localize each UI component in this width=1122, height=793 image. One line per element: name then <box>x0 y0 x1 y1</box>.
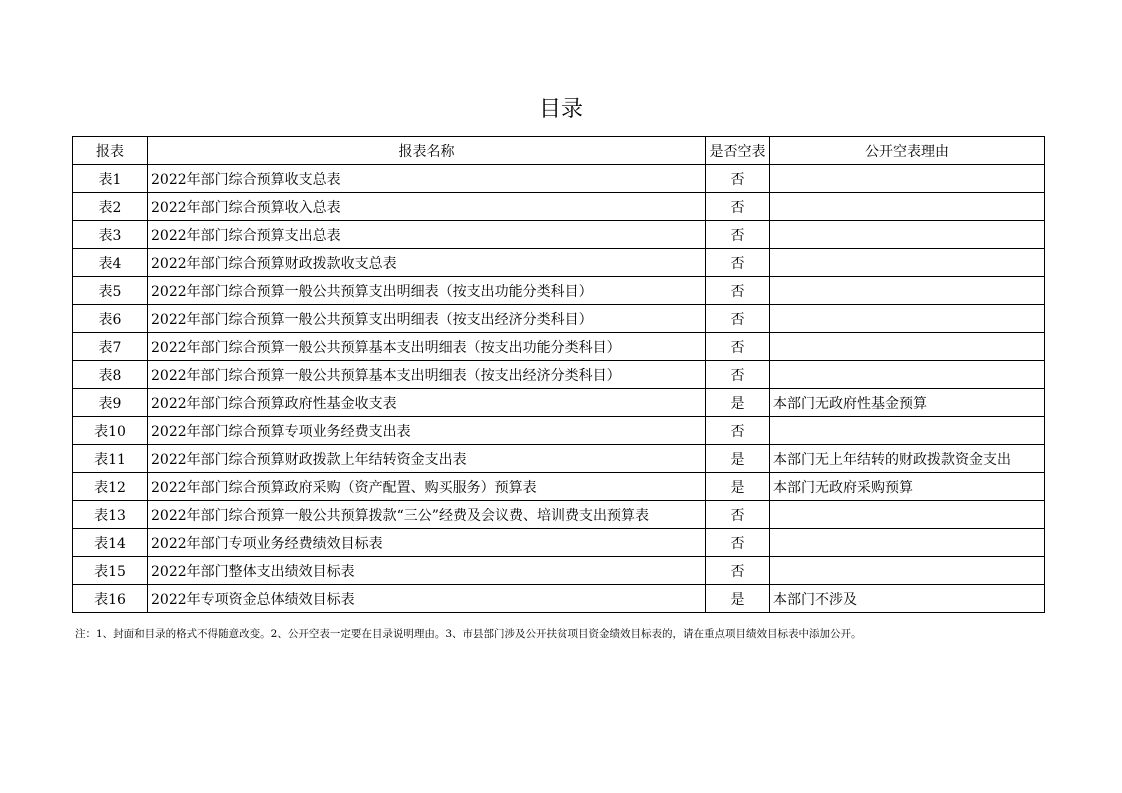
empty-reason-cell <box>770 417 1045 445</box>
report-name-cell: 2022年专项资金总体绩效目标表 <box>148 585 706 613</box>
report-name-cell: 2022年部门综合预算一般公共预算基本支出明细表（按支出经济分类科目） <box>148 361 706 389</box>
table-header-row <box>73 137 1045 165</box>
is-empty-cell: 否 <box>706 277 770 305</box>
report-name-cell: 2022年部门综合预算收支总表 <box>148 165 706 193</box>
report-number-cell: 表11 <box>73 445 148 473</box>
report-number-cell: 表4 <box>73 249 148 277</box>
empty-reason-cell <box>770 165 1045 193</box>
empty-reason-cell <box>770 557 1045 585</box>
report-name-cell: 2022年部门整体支出绩效目标表 <box>148 557 706 585</box>
report-name-cell: 2022年部门综合预算一般公共预算支出明细表（按支出功能分类科目） <box>148 277 706 305</box>
report-number-cell: 表7 <box>73 333 148 361</box>
report-number-cell: 表13 <box>73 501 148 529</box>
report-name-cell: 2022年部门综合预算一般公共预算拨款“三公”经费及会议费、培训费支出预算表 <box>148 501 706 529</box>
table-row <box>73 557 1045 585</box>
is-empty-cell: 否 <box>706 305 770 333</box>
is-empty-cell: 否 <box>706 417 770 445</box>
table-row <box>73 501 1045 529</box>
footnote: 注：1、封面和目录的格式不得随意改变。2、公开空表一定要在目录说明理由。3、市县部门涉及公开扶贫项目资金绩效目标表的，请在重点项目绩效目标表中添加公开。 <box>75 628 862 640</box>
header-is-empty: 是否空表 <box>706 137 770 165</box>
report-number-cell: 表14 <box>73 529 148 557</box>
empty-reason-cell <box>770 305 1045 333</box>
report-number-cell: 表5 <box>73 277 148 305</box>
empty-reason-cell <box>770 361 1045 389</box>
is-empty-cell: 是 <box>706 585 770 613</box>
is-empty-cell: 否 <box>706 361 770 389</box>
report-number-cell: 表3 <box>73 221 148 249</box>
report-number-cell: 表2 <box>73 193 148 221</box>
empty-reason-cell <box>770 277 1045 305</box>
empty-reason-cell: 本部门不涉及 <box>770 585 1045 613</box>
page-title: 目录 <box>538 97 583 122</box>
is-empty-cell: 否 <box>706 193 770 221</box>
report-name-cell: 2022年部门综合预算一般公共预算基本支出明细表（按支出功能分类科目） <box>148 333 706 361</box>
is-empty-cell: 是 <box>706 389 770 417</box>
empty-reason-cell <box>770 333 1045 361</box>
catalog-table <box>72 136 1045 613</box>
table-row <box>73 249 1045 277</box>
report-number-cell: 表1 <box>73 165 148 193</box>
report-name-cell: 2022年部门综合预算一般公共预算支出明细表（按支出经济分类科目） <box>148 305 706 333</box>
report-name-cell: 2022年部门综合预算政府采购（资产配置、购买服务）预算表 <box>148 473 706 501</box>
report-number-cell: 表10 <box>73 417 148 445</box>
empty-reason-cell <box>770 249 1045 277</box>
empty-reason-cell: 本部门无上年结转的财政拨款资金支出 <box>770 445 1045 473</box>
table-row <box>73 361 1045 389</box>
table-body <box>73 165 1045 613</box>
report-name-cell: 2022年部门专项业务经费绩效目标表 <box>148 529 706 557</box>
table-row <box>73 529 1045 557</box>
header-empty-reason: 公开空表理由 <box>770 137 1045 165</box>
report-name-cell: 2022年部门综合预算收入总表 <box>148 193 706 221</box>
report-name-cell: 2022年部门综合预算政府性基金收支表 <box>148 389 706 417</box>
empty-reason-cell: 本部门无政府性基金预算 <box>770 389 1045 417</box>
table-row <box>73 277 1045 305</box>
header-report-number: 报表 <box>73 137 148 165</box>
table-row <box>73 193 1045 221</box>
is-empty-cell: 是 <box>706 445 770 473</box>
empty-reason-cell <box>770 529 1045 557</box>
empty-reason-cell <box>770 193 1045 221</box>
is-empty-cell: 否 <box>706 333 770 361</box>
header-report-name: 报表名称 <box>148 137 706 165</box>
table-row <box>73 305 1045 333</box>
is-empty-cell: 否 <box>706 501 770 529</box>
table-row <box>73 333 1045 361</box>
report-name-cell: 2022年部门综合预算财政拨款收支总表 <box>148 249 706 277</box>
is-empty-cell: 是 <box>706 473 770 501</box>
report-number-cell: 表8 <box>73 361 148 389</box>
report-name-cell: 2022年部门综合预算财政拨款上年结转资金支出表 <box>148 445 706 473</box>
empty-reason-cell <box>770 501 1045 529</box>
empty-reason-cell <box>770 221 1045 249</box>
table-row <box>73 389 1045 417</box>
table-row <box>73 473 1045 501</box>
is-empty-cell: 否 <box>706 165 770 193</box>
report-name-cell: 2022年部门综合预算支出总表 <box>148 221 706 249</box>
is-empty-cell: 否 <box>706 529 770 557</box>
table-row <box>73 165 1045 193</box>
report-number-cell: 表9 <box>73 389 148 417</box>
is-empty-cell: 否 <box>706 557 770 585</box>
report-number-cell: 表6 <box>73 305 148 333</box>
report-name-cell: 2022年部门综合预算专项业务经费支出表 <box>148 417 706 445</box>
table-row <box>73 221 1045 249</box>
report-number-cell: 表16 <box>73 585 148 613</box>
table-row <box>73 417 1045 445</box>
report-number-cell: 表12 <box>73 473 148 501</box>
is-empty-cell: 否 <box>706 221 770 249</box>
table-row <box>73 585 1045 613</box>
table-row <box>73 445 1045 473</box>
report-number-cell: 表15 <box>73 557 148 585</box>
empty-reason-cell: 本部门无政府采购预算 <box>770 473 1045 501</box>
is-empty-cell: 否 <box>706 249 770 277</box>
